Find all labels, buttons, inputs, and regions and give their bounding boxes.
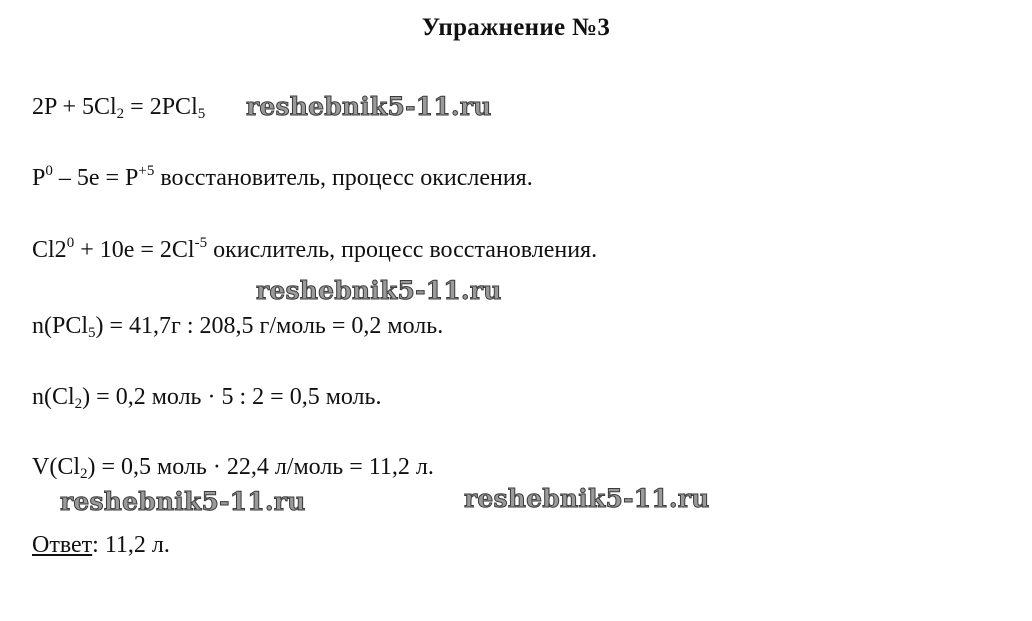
answer-line [32, 530, 170, 560]
volume-cl2-left: V(Cl [32, 454, 80, 480]
volume-cl2-right: ) = 0,5 моль · 22,4 л/моль = 11,2 л. [87, 454, 434, 480]
watermark-3: reshebnik5-11.ru [60, 487, 306, 516]
watermark-2: reshebnik5-11.ru [256, 276, 502, 305]
exercise-title: Упражнение №3 [421, 14, 611, 41]
volume-cl2 [32, 452, 434, 482]
volume-cl2-subscript: 2 [80, 466, 88, 482]
chlorine-oxidation-start: 0 [66, 235, 75, 251]
moles-cl2-subscript: 2 [74, 396, 83, 412]
chlorine-role: окислитель, процесс восстановления. [207, 237, 598, 263]
phosphorus-oxidation-start: 0 [45, 163, 53, 179]
reaction-equation [32, 92, 205, 122]
phosphorus-electrons: – 5e = P [52, 165, 139, 191]
equation-left-subscript: 2 [116, 106, 125, 122]
answer-value: : 11,2 л. [92, 532, 170, 558]
moles-cl2-right: ) = 0,2 моль · 5 : 2 = 0,5 моль. [82, 384, 382, 410]
equation-left: 2P + 5Cl [32, 94, 117, 120]
chlorine-oxidation-end: -5 [194, 235, 208, 251]
phosphorus-oxidation-end: +5 [138, 163, 155, 179]
watermark-1: reshebnik5-11.ru [246, 92, 492, 121]
phosphorus-symbol: P [32, 165, 46, 191]
watermark-4: reshebnik5-11.ru [464, 484, 710, 513]
moles-pcl5-left: n(PCl [32, 313, 89, 339]
answer-label: Ответ [32, 532, 93, 558]
equation-right-subscript: 5 [197, 106, 206, 122]
chlorine-electrons: + 10e = 2Cl [74, 237, 195, 263]
equation-right: = 2PCl [124, 94, 198, 120]
phosphorus-half-reaction [32, 163, 533, 193]
moles-pcl5-right: ) = 41,7г : 208,5 г/моль = 0,2 моль. [95, 313, 444, 339]
chlorine-half-reaction [32, 235, 597, 265]
chlorine-symbol: Cl2 [32, 237, 67, 263]
phosphorus-role: восстановитель, процесс окисления. [154, 165, 533, 191]
moles-cl2 [32, 382, 381, 412]
moles-pcl5-subscript: 5 [88, 325, 96, 341]
moles-pcl5 [32, 311, 443, 341]
moles-cl2-left: n(Cl [32, 384, 75, 410]
